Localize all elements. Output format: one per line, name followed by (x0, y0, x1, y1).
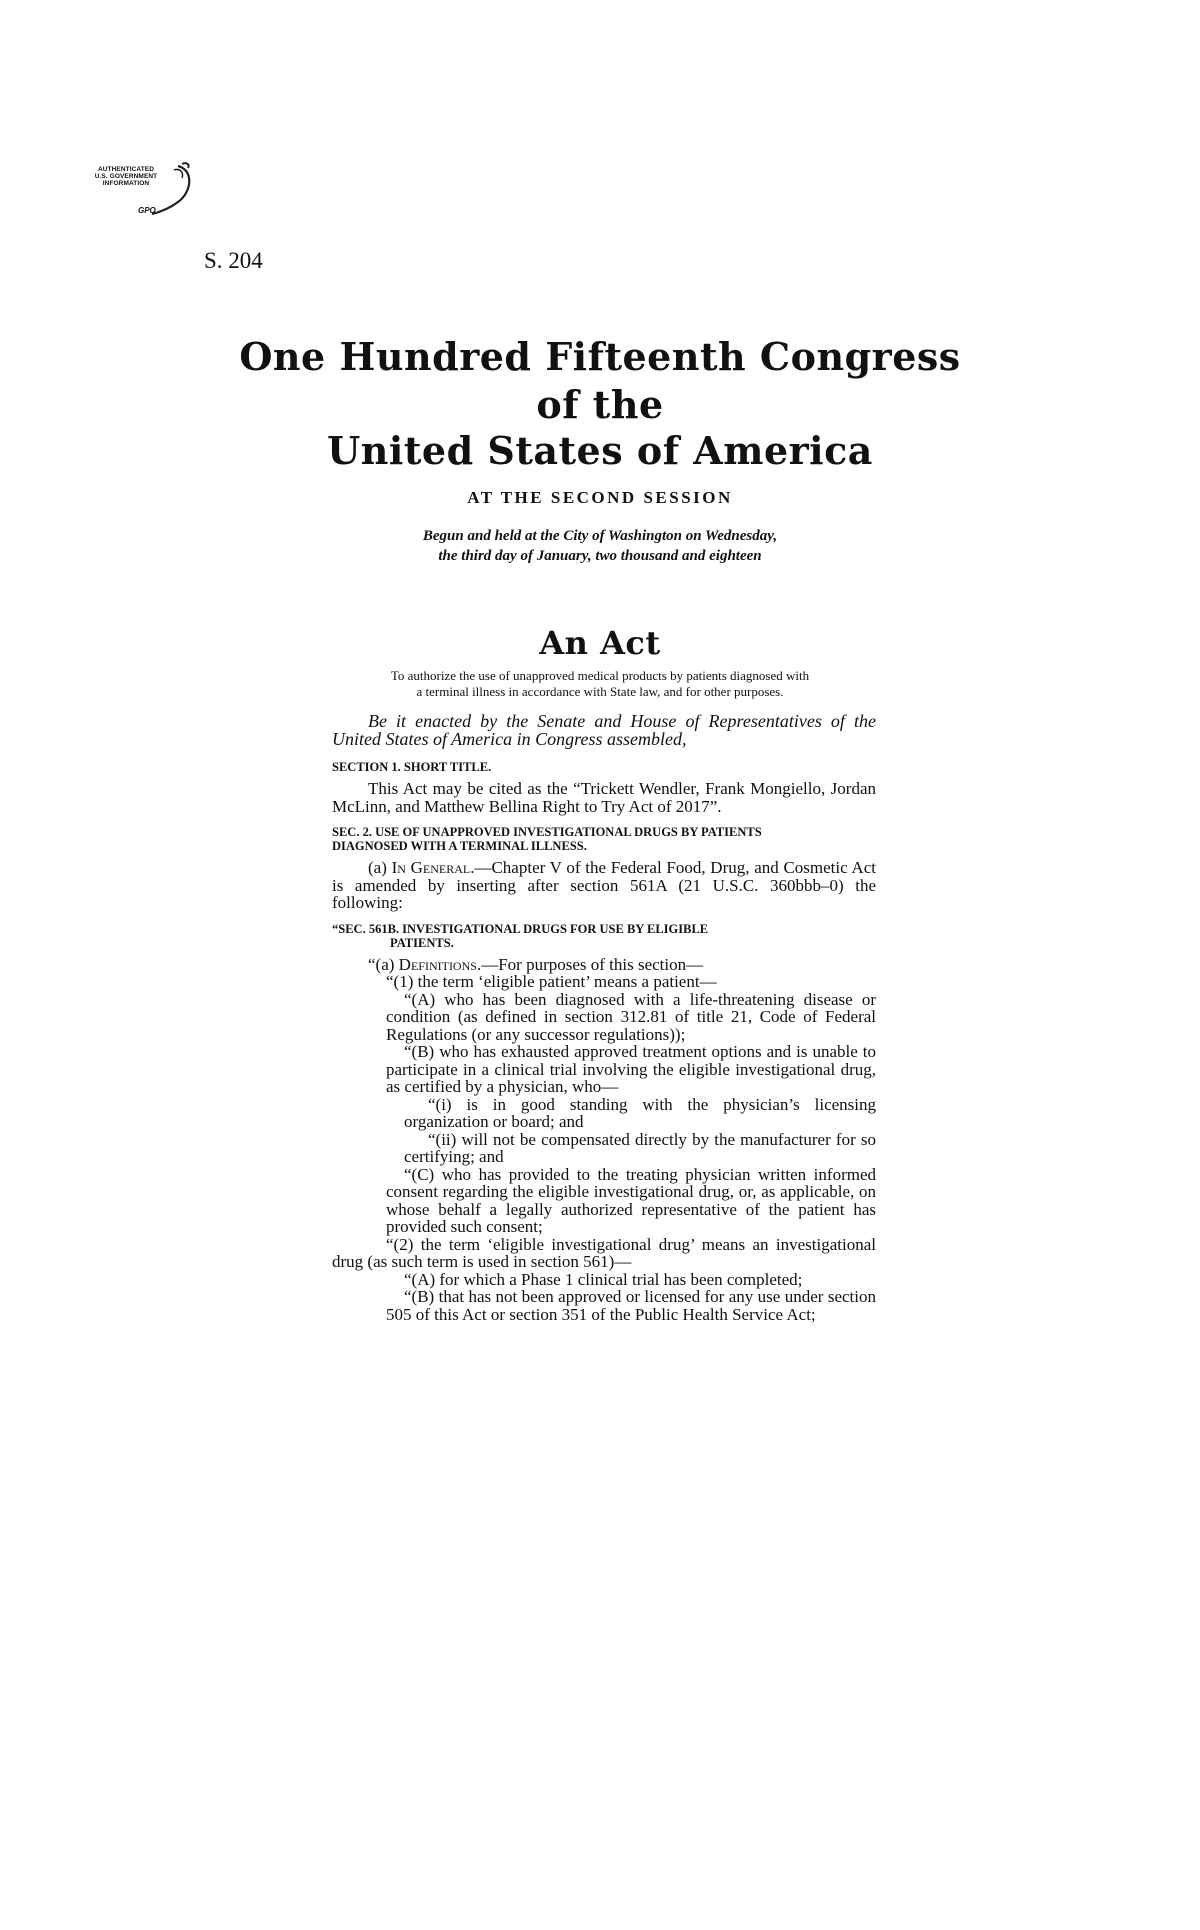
section-1-text: This Act may be cited as the “Trickett Wendler, Frank Mongiello, Jordan McLinn, and Matthew Bellina Right to Try Act of 2017”. (332, 779, 876, 816)
section-2-heading (332, 825, 876, 853)
sec-561b-a1Bi: “(i) is in good standing with the physician’s licensing organization or board; and (404, 1094, 876, 1131)
session-label: AT THE SECOND SESSION (467, 488, 733, 507)
bill-number: S. 204 (204, 248, 263, 273)
act-purpose (0, 668, 1200, 700)
began-line: the third day of January, two thousand and eighteen (438, 548, 762, 564)
purpose-line: a terminal illness in accordance with State law, and for other purposes. (416, 684, 784, 699)
gpo-seal-text (86, 166, 166, 187)
sec-561b-a2A: “(A) for which a Phase 1 clinical trial has been completed; (404, 1269, 803, 1289)
section-2a (332, 859, 876, 912)
heading-line: PATIENTS. (390, 935, 454, 950)
purpose-line: To authorize the use of unapproved medical products by patients diagnosed with (390, 668, 810, 683)
seal-line: INFORMATION (102, 180, 150, 187)
act-title: An Act (539, 624, 661, 662)
heading-line: “SEC. 561B. INVESTIGATIONAL DRUGS FOR USE BY ELIGIBLE (332, 921, 709, 936)
heading-line: SEC. 2. USE OF UNAPPROVED INVESTIGATIONAL DRUGS BY PATIENTS (332, 825, 762, 839)
sec-561b-a1: “(1) the term ‘eligible patient’ means a patient— (386, 972, 717, 991)
sec-561b-a (332, 956, 876, 974)
began-held-statement (0, 526, 1200, 566)
paragraph-label: “(a) (368, 954, 399, 974)
heading-line: DIAGNOSED WITH A TERMINAL ILLNESS. (332, 839, 587, 853)
sec-561b-heading (332, 922, 876, 950)
sec-561b-a1A: “(A) who has been diagnosed with a life-threatening disease or condition (as defined in section 312.81 of title 21, Code of Federal Regulations (or any successor regulations)); (386, 989, 876, 1044)
congress-title-country: United States of America (327, 428, 873, 473)
paragraph-text: .—For purposes of this section— (476, 954, 704, 974)
sec-561b-a1C: “(C) who has provided to the treating physician written informed consent regarding the eligible investigational drug, or, as applicable, on whose behalf a legally authorized representative of the patient has provided such consent; (386, 1164, 876, 1236)
gpo-mark: GPO (138, 206, 156, 215)
seal-line: AUTHENTICATED (97, 166, 155, 173)
section-1-heading: SECTION 1. SHORT TITLE. (332, 760, 492, 774)
sec-561b-a1B: “(B) who has exhausted approved treatment options and is unable to participate in a clinical trial involving the eligible investigational drug, as certified by a physician, who— (386, 1042, 876, 1096)
congress-title: One Hundred Fifteenth Congress (239, 334, 961, 379)
began-line: Begun and held at the City of Washington on Wednesday, (422, 528, 778, 544)
seal-line: U.S. GOVERNMENT (94, 173, 158, 180)
paragraph-caption: In General (391, 858, 471, 877)
paragraph-text: .—Chapter V of the Federal Food, Drug, and Cosmetic Act is amended by inserting after section 561A (21 U.S.C. 360bbb–0) the following: (332, 858, 876, 912)
enacting-clause: Be it enacted by the Senate and House of Representatives of the United States of America in Congress assembled, (332, 711, 876, 749)
sec-561b-a2B: “(B) that has not been approved or licensed for any use under section 505 of this Act or section 351 of the Public Health Service Act; (386, 1287, 876, 1324)
congress-title-of-the: of the (536, 382, 664, 427)
paragraph-label: (a) (368, 858, 392, 877)
sec-561b-a2: “(2) the term ‘eligible investigational drug’ means an investigational drug (as such term is used in section 561)— (332, 1234, 876, 1271)
paragraph-caption: Definitions (398, 954, 477, 974)
bill-body (332, 712, 876, 1323)
sec-561b-a1Bii: “(ii) will not be compensated directly by the manufacturer for so certifying; and (404, 1129, 876, 1166)
